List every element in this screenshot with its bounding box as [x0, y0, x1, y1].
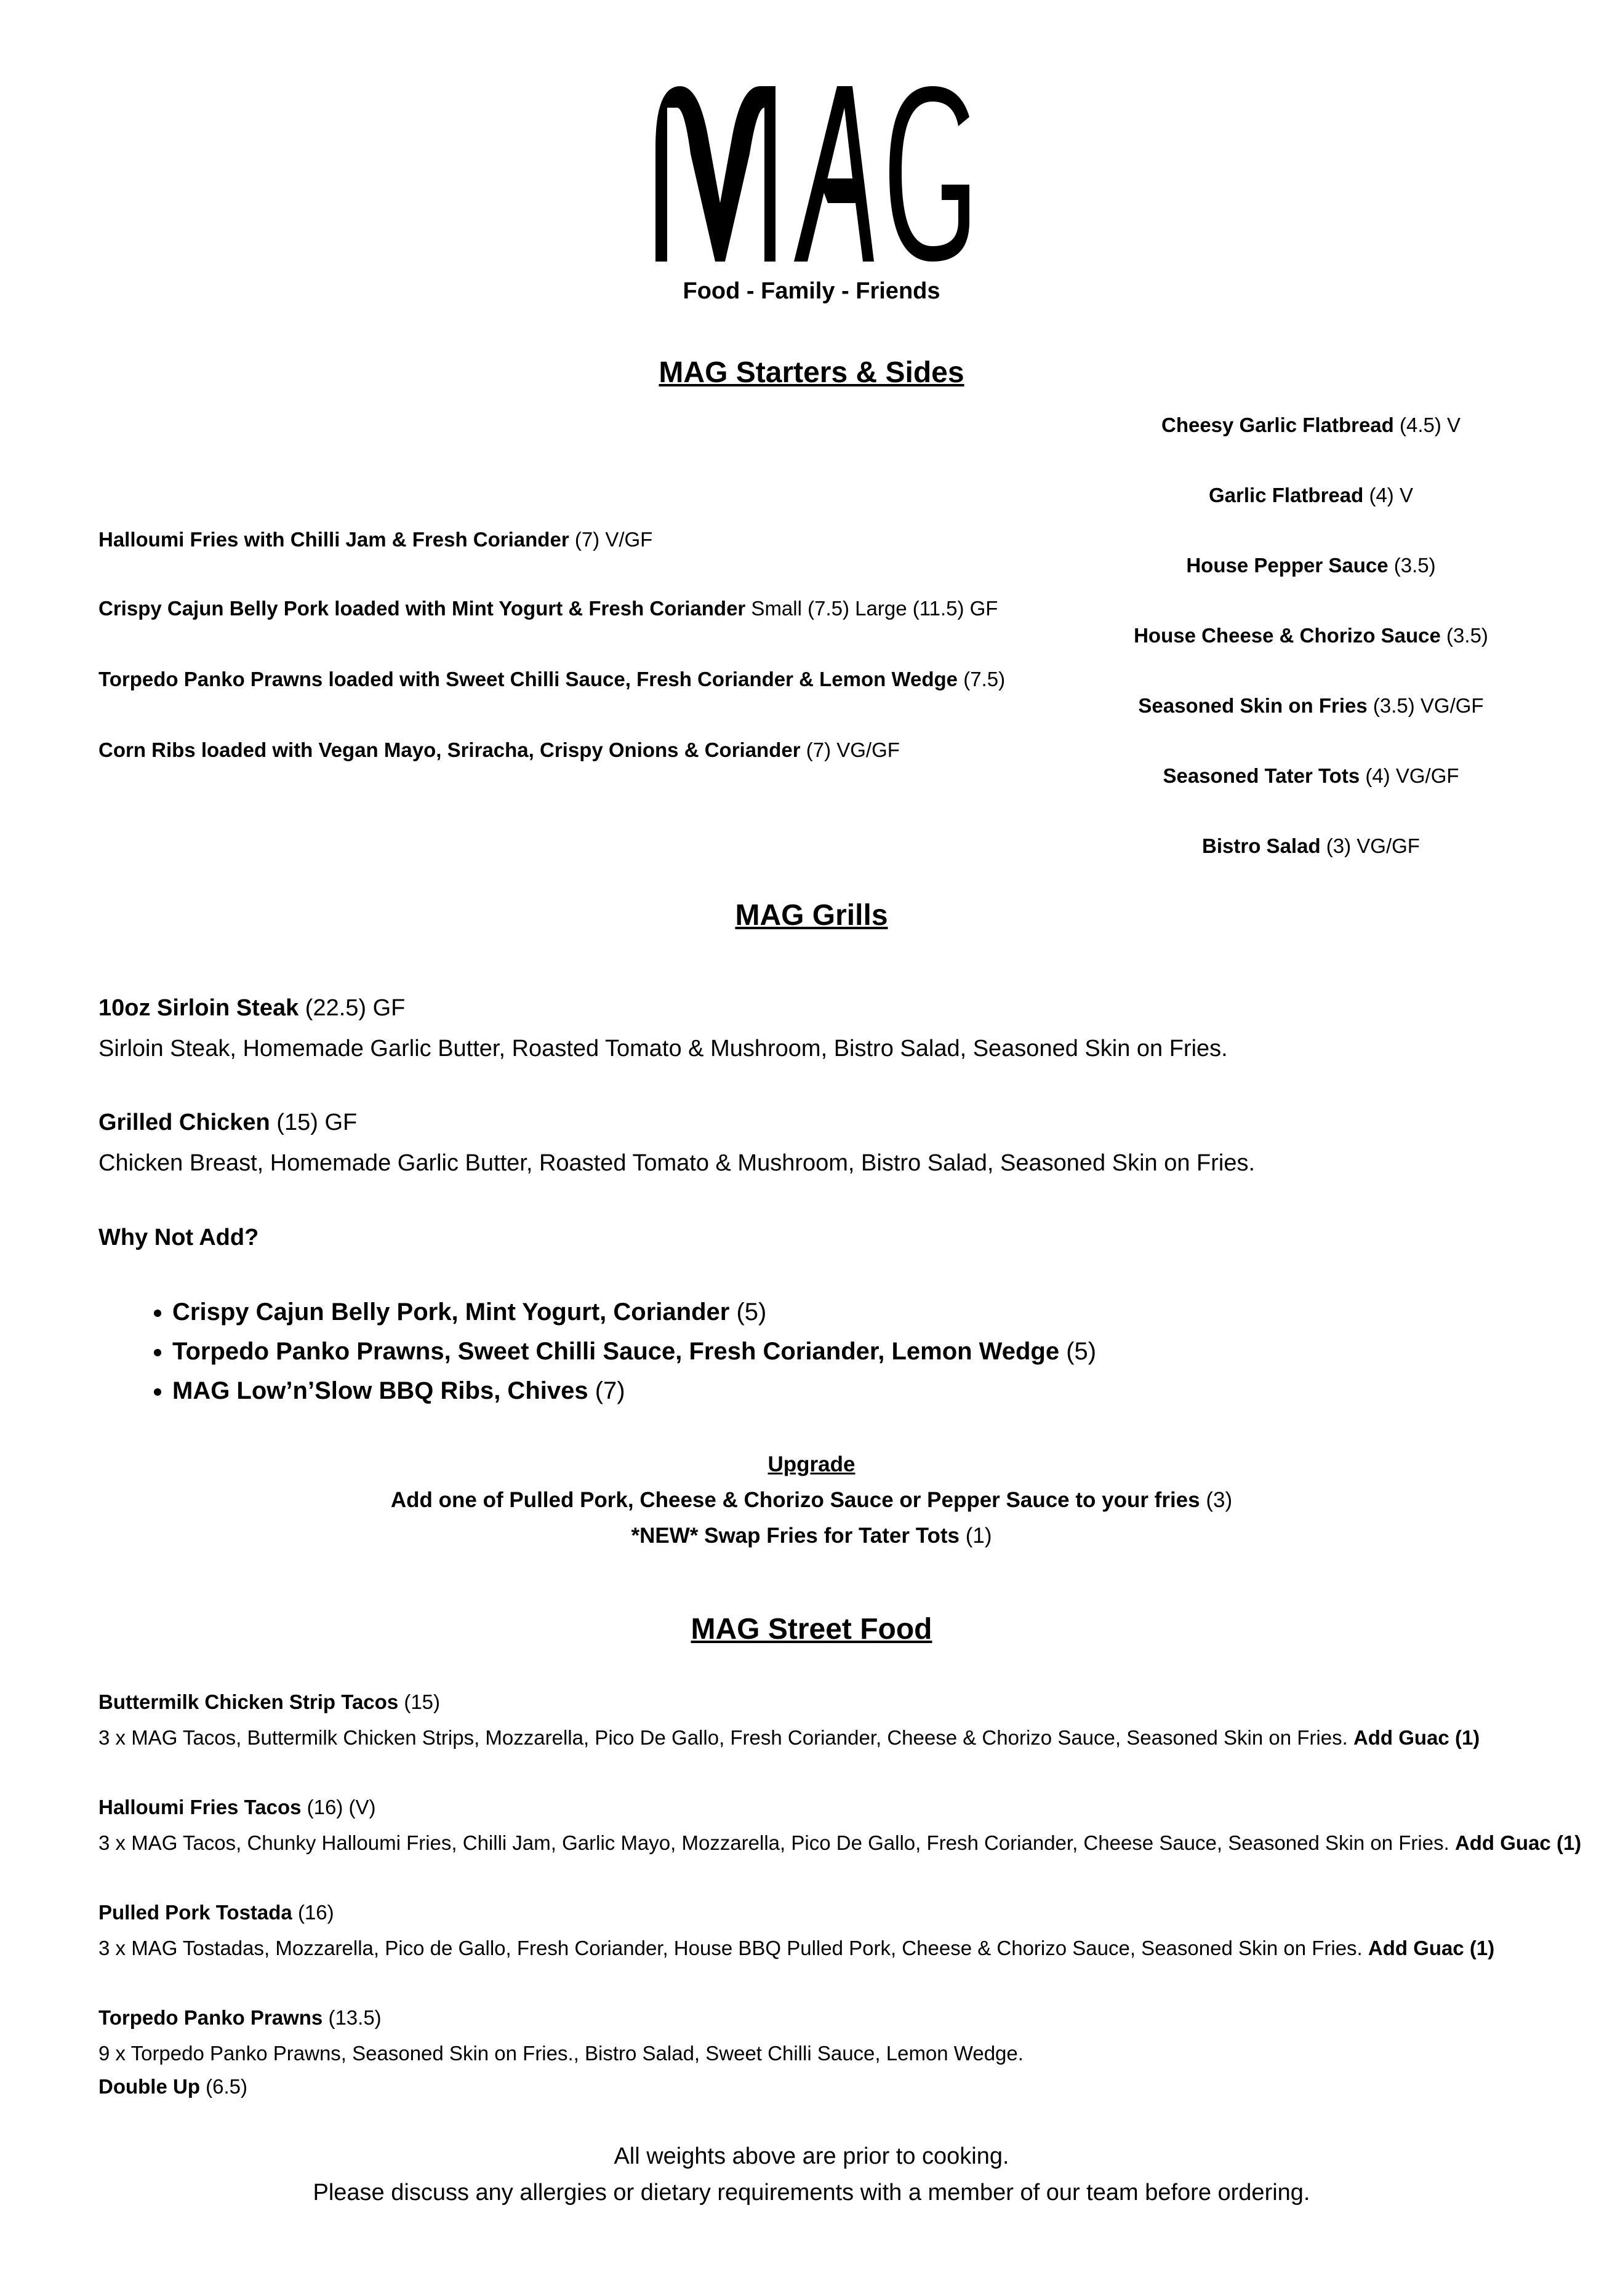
grill-item-heading: Grilled Chicken (15) GF	[98, 1110, 358, 1135]
list-item: • Crispy Cajun Belly Pork, Mint Yogurt, Coriander (5)	[172, 1292, 1096, 1332]
list-item: Torpedo Panko Prawns loaded with Sweet Chilli Sauce, Fresh Coriander & Lemon Wedge (7.5)	[98, 668, 1006, 690]
upgrade-line: Add one of Pulled Pork, Cheese & Chorizo Sauce or Pepper Sauce to your fries (3)	[390, 1488, 1233, 1512]
list-item: House Cheese & Chorizo Sauce (3.5)	[1134, 624, 1488, 647]
street-item-heading: Torpedo Panko Prawns (13.5)	[98, 2006, 382, 2029]
street-item-heading: Pulled Pork Tostada (16)	[98, 1901, 334, 1924]
list-item: Corn Ribs loaded with Vegan Mayo, Sriracha, Crispy Onions & Coriander (7) VG/GF	[98, 738, 900, 761]
grill-item-description: Chicken Breast, Homemade Garlic Butter, Roasted Tomato & Mushroom, Bistro Salad, Seasoned Skin on Fries.	[98, 1150, 1256, 1176]
list-item: Crispy Cajun Belly Pork loaded with Mint Yogurt & Fresh Coriander Small (7.5) Large (11.5) GF	[98, 597, 998, 620]
street-item-description: 3 x MAG Tostadas, Mozzarella, Pico de Gallo, Fresh Coriander, House BBQ Pulled Pork, Cheese & Chorizo Sauce, Seasoned Skin on Fries. Add Guac (1)	[98, 1937, 1495, 1959]
street-food-title: MAG Street Food	[691, 1613, 932, 1646]
list-item: • Torpedo Panko Prawns, Sweet Chilli Sauce, Fresh Coriander, Lemon Wedge (5)	[172, 1332, 1096, 1371]
grill-item-description: Sirloin Steak, Homemade Garlic Butter, Roasted Tomato & Mushroom, Bistro Salad, Seasoned Skin on Fries.	[98, 1036, 1228, 1062]
street-item-description: 3 x MAG Tacos, Chunky Halloumi Fries, Chilli Jam, Garlic Mayo, Mozzarella, Pico De Gallo, Fresh Coriander, Cheese Sauce, Seasoned Skin on Fries. Add Guac (1)	[98, 1831, 1582, 1854]
why-not-add-heading: Why Not Add?	[98, 1225, 259, 1250]
list-item: Cheesy Garlic Flatbread (4.5) V	[1161, 414, 1461, 436]
street-item-heading: Buttermilk Chicken Strip Tacos (15)	[98, 1690, 441, 1713]
tagline: Food - Family - Friends	[683, 278, 940, 304]
list-item: • MAG Low’n’Slow BBQ Ribs, Chives (7)	[172, 1371, 1096, 1410]
list-item: Bistro Salad (3) VG/GF	[1202, 834, 1420, 857]
list-item: Seasoned Skin on Fries (3.5) VG/GF	[1138, 694, 1484, 717]
starters-title: MAG Starters & Sides	[659, 356, 964, 389]
street-item-heading: Halloumi Fries Tacos (16) (V)	[98, 1796, 376, 1818]
list-item: Seasoned Tater Tots (4) VG/GF	[1163, 764, 1459, 787]
list-item: Halloumi Fries with Chilli Jam & Fresh Coriander (7) V/GF	[98, 528, 653, 551]
grill-item-heading: 10oz Sirloin Steak (22.5) GF	[98, 995, 406, 1021]
add-ons-list	[98, 1292, 1096, 1410]
double-up-option: Double Up (6.5)	[98, 2075, 248, 2098]
footer-weights-note: All weights above are prior to cooking.	[614, 2143, 1009, 2169]
upgrade-title: Upgrade	[767, 1452, 856, 1476]
street-item-description: 9 x Torpedo Panko Prawns, Seasoned Skin on Fries., Bistro Salad, Sweet Chilli Sauce, Lemon Wedge.	[98, 2042, 1024, 2065]
list-item: House Pepper Sauce (3.5)	[1186, 554, 1436, 577]
upgrade-line: *NEW* Swap Fries for Tater Tots (1)	[631, 1524, 992, 1548]
street-item-description: 3 x MAG Tacos, Buttermilk Chicken Strips, Mozzarella, Pico De Gallo, Fresh Coriander, Cheese & Chorizo Sauce, Seasoned Skin on Fries. Add Guac (1)	[98, 1726, 1480, 1749]
grills-title: MAG Grills	[735, 899, 888, 932]
list-item: Garlic Flatbread (4) V	[1209, 484, 1413, 506]
mag-logo	[652, 80, 972, 265]
footer-allergy-note: Please discuss any allergies or dietary requirements with a member of our team before ordering.	[313, 2180, 1310, 2206]
